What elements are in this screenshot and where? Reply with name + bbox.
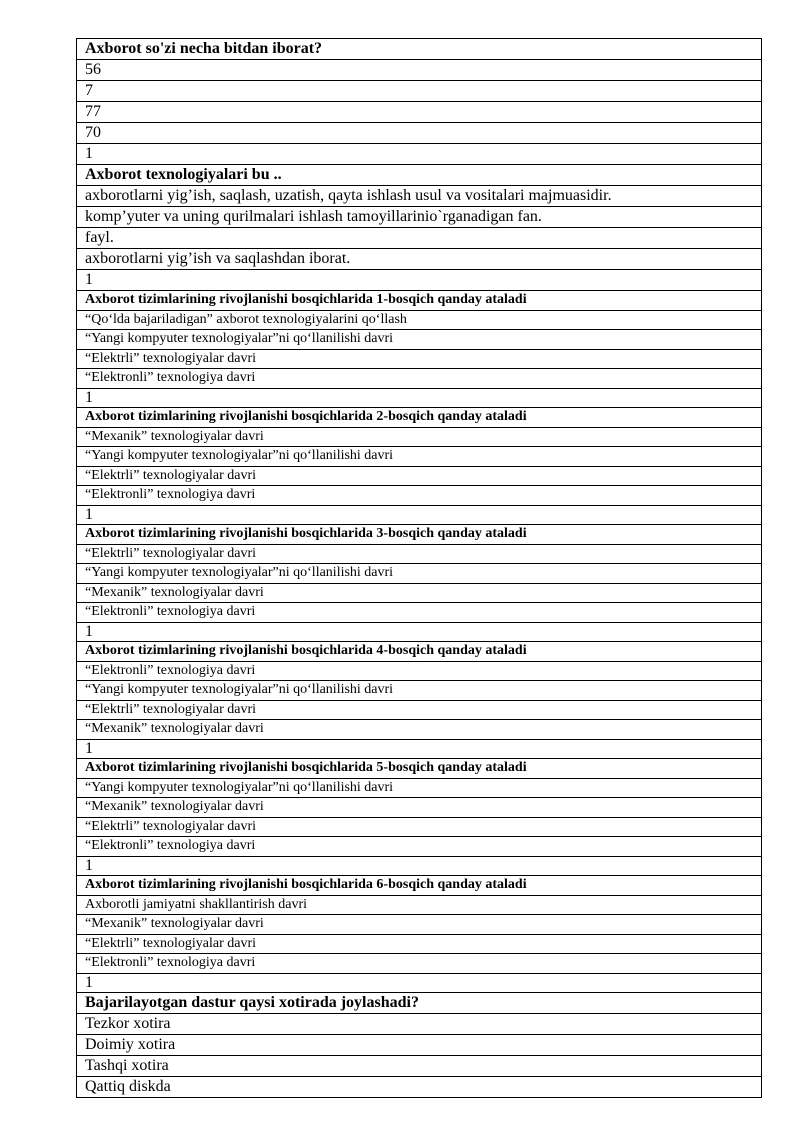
- option-text: axborotlarni yig’ish va saqlashdan iborat.: [77, 249, 762, 270]
- question-row: [77, 408, 762, 428]
- option-text: 77: [77, 102, 762, 123]
- option-text: axborotlarni yig’ish, saqlash, uzatish, qayta ishlash usul va vositalari majmuasidir.: [77, 186, 762, 207]
- option-row: [77, 798, 762, 818]
- question-text: Axborot tizimlarining rivojlanishi bosqichlarida 5-bosqich qanday ataladi: [77, 759, 762, 779]
- option-row: [77, 895, 762, 915]
- option-text: “Yangi kompyuter texnologiyalar”ni qo‘llanilishi davri: [77, 447, 762, 467]
- quiz-table: [76, 38, 762, 1098]
- answer-key: 1: [77, 388, 762, 408]
- option-row: [77, 817, 762, 837]
- option-row: [77, 123, 762, 144]
- option-row: [77, 330, 762, 350]
- option-text: “Yangi kompyuter texnologiyalar”ni qo‘llanilishi davri: [77, 564, 762, 584]
- question-row: [77, 642, 762, 662]
- option-text: “Mexanik” texnologiyalar davri: [77, 798, 762, 818]
- question-row: [77, 291, 762, 311]
- option-row: [77, 583, 762, 603]
- option-text: “Elektrli” texnologiyalar davri: [77, 700, 762, 720]
- option-text: “Elektrli” texnologiyalar davri: [77, 544, 762, 564]
- option-row: [77, 447, 762, 467]
- option-row: [77, 1077, 762, 1098]
- option-row: [77, 1014, 762, 1035]
- option-text: 7: [77, 81, 762, 102]
- option-text: “Elektronli” texnologiya davri: [77, 954, 762, 974]
- option-row: [77, 681, 762, 701]
- question-text: Axborot tizimlarining rivojlanishi bosqichlarida 4-bosqich qanday ataladi: [77, 642, 762, 662]
- option-row: [77, 102, 762, 123]
- option-text: “Yangi kompyuter texnologiyalar”ni qo‘llanilishi davri: [77, 330, 762, 350]
- question-text: Axborot tizimlarining rivojlanishi bosqichlarida 2-bosqich qanday ataladi: [77, 408, 762, 428]
- option-row: [77, 915, 762, 935]
- option-text: “Elektrli” texnologiyalar davri: [77, 466, 762, 486]
- question-text: Bajarilayotgan dastur qaysi xotirada joylashadi?: [77, 993, 762, 1014]
- answer-row: [77, 856, 762, 876]
- option-row: [77, 228, 762, 249]
- option-row: [77, 1035, 762, 1056]
- option-text: Tezkor xotira: [77, 1014, 762, 1035]
- option-text: “Elektrli” texnologiyalar davri: [77, 349, 762, 369]
- option-row: [77, 369, 762, 389]
- option-text: “Mexanik” texnologiyalar davri: [77, 583, 762, 603]
- question-text: Axborot so'zi necha bitdan iborat?: [77, 39, 762, 60]
- answer-row: [77, 739, 762, 759]
- option-row: [77, 778, 762, 798]
- answer-row: [77, 973, 762, 993]
- option-row: [77, 700, 762, 720]
- answer-row: [77, 505, 762, 525]
- answer-row: [77, 144, 762, 165]
- answer-key: 1: [77, 973, 762, 993]
- option-text: Qattiq diskda: [77, 1077, 762, 1098]
- option-text: “Elektrli” texnologiyalar davri: [77, 934, 762, 954]
- document-page: [76, 38, 762, 1098]
- option-row: [77, 837, 762, 857]
- answer-key: 1: [77, 856, 762, 876]
- answer-key: 1: [77, 739, 762, 759]
- option-text: “Yangi kompyuter texnologiyalar”ni qo‘llanilishi davri: [77, 681, 762, 701]
- option-row: [77, 186, 762, 207]
- option-row: [77, 207, 762, 228]
- question-row: [77, 165, 762, 186]
- option-row: [77, 249, 762, 270]
- answer-key: 1: [77, 144, 762, 165]
- option-text: “Mexanik” texnologiyalar davri: [77, 427, 762, 447]
- option-text: Tashqi xotira: [77, 1056, 762, 1077]
- option-row: [77, 349, 762, 369]
- option-row: [77, 60, 762, 81]
- answer-row: [77, 388, 762, 408]
- option-text: “Elektronli” texnologiya davri: [77, 603, 762, 623]
- option-text: “Elektronli” texnologiya davri: [77, 837, 762, 857]
- answer-row: [77, 270, 762, 291]
- option-text: Axborotli jamiyatni shakllantirish davri: [77, 895, 762, 915]
- option-text: 70: [77, 123, 762, 144]
- option-row: [77, 564, 762, 584]
- option-row: [77, 544, 762, 564]
- option-text: “Mexanik” texnologiyalar davri: [77, 915, 762, 935]
- option-row: [77, 310, 762, 330]
- option-text: “Mexanik” texnologiyalar davri: [77, 720, 762, 740]
- answer-key: 1: [77, 505, 762, 525]
- option-text: “Elektrli” texnologiyalar davri: [77, 817, 762, 837]
- option-row: [77, 603, 762, 623]
- quiz-table-body: [77, 39, 762, 1098]
- option-row: [77, 954, 762, 974]
- option-text: “Elektronli” texnologiya davri: [77, 661, 762, 681]
- option-row: [77, 427, 762, 447]
- option-text: 56: [77, 60, 762, 81]
- answer-key: 1: [77, 622, 762, 642]
- answer-row: [77, 622, 762, 642]
- option-row: [77, 661, 762, 681]
- question-row: [77, 993, 762, 1014]
- option-text: “Qo‘lda bajariladigan” axborot texnologiyalarini qo‘llash: [77, 310, 762, 330]
- option-row: [77, 486, 762, 506]
- question-row: [77, 759, 762, 779]
- option-text: “Yangi kompyuter texnologiyalar”ni qo‘llanilishi davri: [77, 778, 762, 798]
- option-row: [77, 466, 762, 486]
- question-row: [77, 876, 762, 896]
- option-row: [77, 720, 762, 740]
- question-row: [77, 39, 762, 60]
- option-row: [77, 1056, 762, 1077]
- question-text: Axborot tizimlarining rivojlanishi bosqichlarida 3-bosqich qanday ataladi: [77, 525, 762, 545]
- answer-key: 1: [77, 270, 762, 291]
- question-text: Axborot tizimlarining rivojlanishi bosqichlarida 1-bosqich qanday ataladi: [77, 291, 762, 311]
- option-text: fayl.: [77, 228, 762, 249]
- question-text: Axborot tizimlarining rivojlanishi bosqichlarida 6-bosqich qanday ataladi: [77, 876, 762, 896]
- option-text: “Elektronli” texnologiya davri: [77, 369, 762, 389]
- question-row: [77, 525, 762, 545]
- option-row: [77, 934, 762, 954]
- option-text: Doimiy xotira: [77, 1035, 762, 1056]
- option-text: komp’yuter va uning qurilmalari ishlash tamoyillarinio`rganadigan fan.: [77, 207, 762, 228]
- question-text: Axborot texnologiyalari bu ..: [77, 165, 762, 186]
- option-text: “Elektronli” texnologiya davri: [77, 486, 762, 506]
- option-row: [77, 81, 762, 102]
